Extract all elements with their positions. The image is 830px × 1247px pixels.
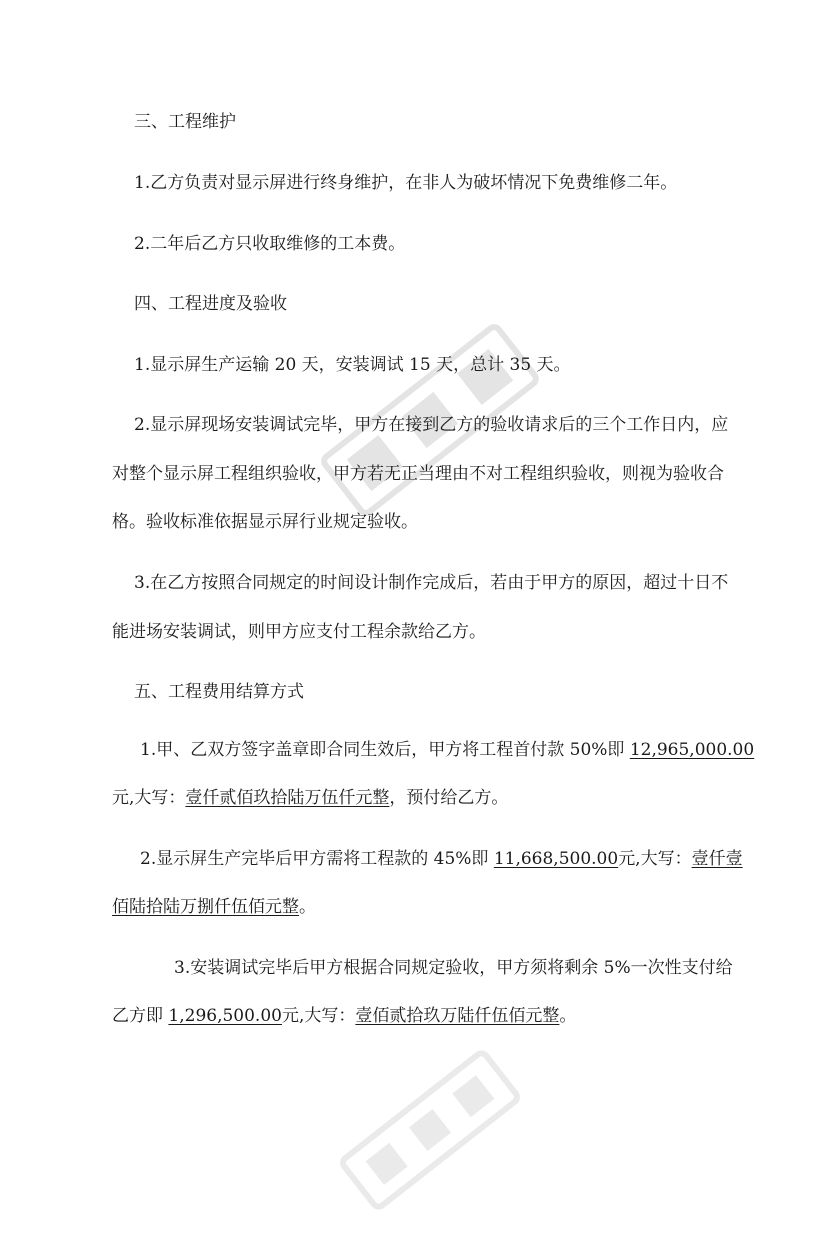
section5-item1-text: 1.甲、乙双方签字盖章即合同生效后，甲方将工程首付款 50%即	[140, 740, 630, 760]
section5-item3-mid: 元,大写：	[281, 1006, 356, 1026]
section5-item3-post: 。	[559, 1006, 577, 1026]
section4-item2-line3: 格。验收标准依据显示屏行业规定验收。	[112, 512, 418, 532]
section5-item3-pre: 乙方即	[112, 1006, 169, 1026]
section5-item2-words-1: 壹仟壹	[691, 849, 743, 869]
section5-item2-mid: 元,大写：	[618, 849, 692, 869]
section3-heading: 三、工程维护	[134, 112, 236, 132]
section5-item2-post: 。	[299, 897, 316, 917]
section4-item3-line1: 3.在乙方按照合同规定的时间设计制作完成后，若由于甲方的原因，超过十日不	[134, 573, 729, 593]
section4-item3-line2: 能进场安装调试，则甲方应支付工程余款给乙方。	[112, 622, 486, 642]
section5-item1-line2	[112, 787, 508, 809]
section5-item1-words: 壹仟贰佰玖拾陆万伍仟元整	[185, 788, 390, 808]
section3-item2: 2.二年后乙方只收取维修的工本费。	[134, 234, 406, 254]
section5-item3-line1: 3.安装调试完毕后甲方根据合同规定验收，甲方须将剩余 5%一次性支付给	[174, 958, 733, 978]
section5-item2-text: 2.显示屏生产完毕后甲方需将工程款的 45%即	[140, 849, 494, 869]
section5-item2-line1	[140, 848, 743, 870]
section5-item3-words: 壹佰贰拾玖万陆仟伍佰元整	[355, 1006, 560, 1026]
section4-heading: 四、工程进度及验收	[134, 294, 287, 314]
section4-item2-line2: 对整个显示屏工程组织验收，甲方若无正当理由不对工程组织验收，则视为验收合	[112, 464, 724, 484]
section5-item1-post: ，预付给乙方。	[389, 788, 509, 808]
section5-item2-amount: 11,668,500.00	[493, 849, 619, 869]
section5-item3-amount: 1,296,500.00	[168, 1006, 282, 1026]
section4-item2-line1: 2.显示屏现场安装调试完毕，甲方在接到乙方的验收请求后的三个工作日内，应	[134, 415, 729, 435]
section3-item1: 1.乙方负责对显示屏进行终身维护，在非人为破坏情况下免费维修二年。	[134, 173, 678, 193]
section5-item1-line1	[140, 739, 754, 761]
section4-item1: 1.显示屏生产运输 20 天，安装调试 15 天，总计 35 天。	[134, 355, 571, 375]
section5-item2-line2	[112, 896, 316, 918]
section5-item1-amount: 12,965,000.00	[629, 740, 755, 760]
watermark-logo-bottom	[308, 1013, 552, 1246]
section5-item1-mid: 元,大写：	[112, 788, 186, 808]
section5-item2-words-2: 佰陆拾陆万捌仟伍佰元整	[112, 897, 299, 917]
section5-item3-line2	[112, 1005, 576, 1027]
section5-heading: 五、工程费用结算方式	[134, 682, 304, 702]
